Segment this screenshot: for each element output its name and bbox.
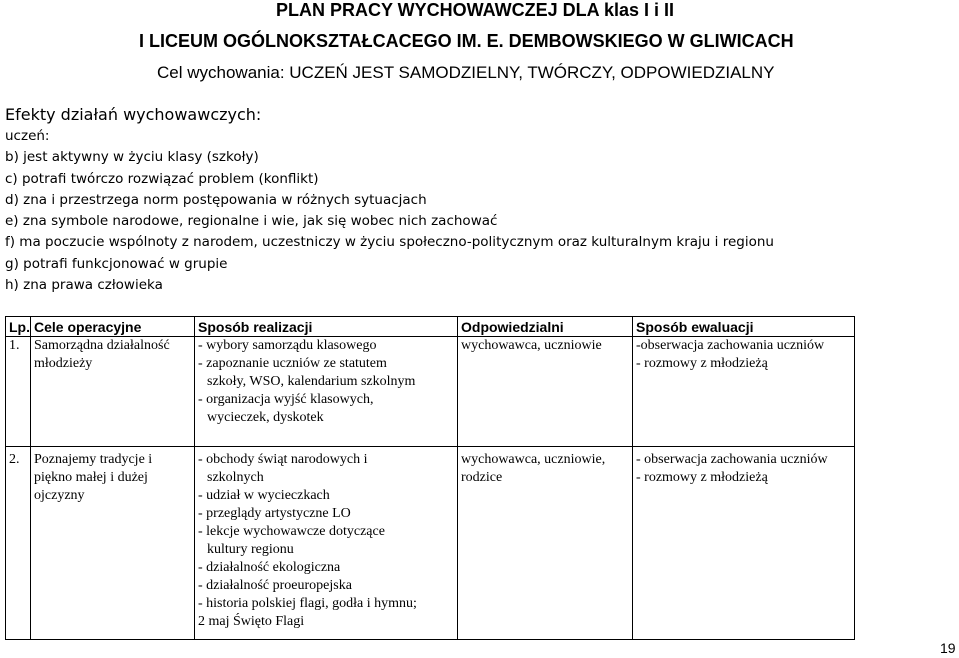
method-line: szkolnych <box>207 470 264 485</box>
effects-item: d) zna i przestrzega norm postępowania w różnych sytuacjach <box>5 191 427 208</box>
row-goal: Samorządna działalność młodzieży <box>31 337 195 447</box>
method-line: - organizacja wyjść klasowych, <box>198 392 374 407</box>
method-line: - przeglądy artystyczne LO <box>198 506 351 521</box>
row-evaluation <box>633 337 855 447</box>
method-line: 2 maj Święto Flagi <box>198 614 305 629</box>
goal-line: Cel wychowania: UCZEŃ JEST SAMODZIELNY, TWÓRCZY, ODPOWIEDZIALNY <box>157 63 775 82</box>
header-lp: Lp. <box>6 317 31 337</box>
title-line-2: I LICEUM OGÓLNOKSZTAŁCACEGO IM. E. DEMBOWSKIEGO W GLIWICACH <box>139 31 794 51</box>
evaluation-line: -obserwacja zachowania uczniów <box>636 338 825 353</box>
method-line: - działalność ekologiczna <box>198 560 341 575</box>
evaluation-line: - obserwacja zachowania uczniów <box>636 452 828 467</box>
method-line: - wybory samorządu klasowego <box>198 338 377 353</box>
method-line: szkoły, WSO, kalendarium szkolnym <box>207 374 416 389</box>
method-line: - historia polskiej flagi, godła i hymnu; <box>198 596 417 611</box>
effects-item: e) zna symbole narodowe, regionalne i wie, jak się wobec nich zachować <box>5 213 498 230</box>
header-evaluation: Sposób ewaluacji <box>633 317 855 337</box>
row-lp: 2. <box>6 447 31 640</box>
effects-item: g) potrafi funkcjonować w grupie <box>5 255 228 272</box>
header-goals: Cele operacyjne <box>31 317 195 337</box>
method-line: wycieczek, dyskotek <box>207 410 324 425</box>
effects-item: c) potrafi twórczo rozwiązać problem (konflikt) <box>5 170 319 187</box>
effects-title: Efekty działań wychowawczych: <box>5 105 262 124</box>
row-methods <box>195 447 458 640</box>
plan-table <box>5 316 855 640</box>
row-responsible: wychowawca, uczniowie <box>458 337 633 447</box>
page-number: 19 <box>940 640 956 656</box>
method-line: - zapoznanie uczniów ze statutem <box>198 356 387 371</box>
row-methods <box>195 337 458 447</box>
evaluation-line: - rozmowy z młodzieżą <box>636 356 768 371</box>
effects-item: b) jest aktywny w życiu klasy (szkoły) <box>5 149 259 166</box>
title-line-1: PLAN PRACY WYCHOWAWCZEJ DLA klas I i II <box>276 0 675 20</box>
method-line: - obchody świąt narodowych i <box>198 452 368 467</box>
row-lp: 1. <box>6 337 31 447</box>
table-row <box>6 447 855 640</box>
effects-list <box>5 126 774 296</box>
method-line: - działalność proeuropejska <box>198 578 352 593</box>
table-row <box>6 337 855 447</box>
header-responsible: Odpowiedzialni <box>458 317 633 337</box>
row-responsible: wychowawca, uczniowie, rodzice <box>458 447 633 640</box>
method-line: - udział w wycieczkach <box>198 488 330 503</box>
evaluation-line: - rozmowy z młodzieżą <box>636 470 768 485</box>
table-header-row <box>6 317 855 337</box>
method-line: - lekcje wychowawcze dotyczące <box>198 524 385 539</box>
method-line: kultury regionu <box>207 542 294 557</box>
row-goal: Poznajemy tradycje i piękno małej i dużej ojczyzny <box>31 447 195 640</box>
effects-item: h) zna prawa człowieka <box>5 277 163 294</box>
effects-item: uczeń: <box>5 128 50 144</box>
row-evaluation <box>633 447 855 640</box>
effects-item: f) ma poczucie wspólnoty z narodem, uczestniczy w życiu społeczno-politycznym oraz kulturalnym kraju i regionu <box>5 234 774 251</box>
header-methods: Sposób realizacji <box>195 317 458 337</box>
